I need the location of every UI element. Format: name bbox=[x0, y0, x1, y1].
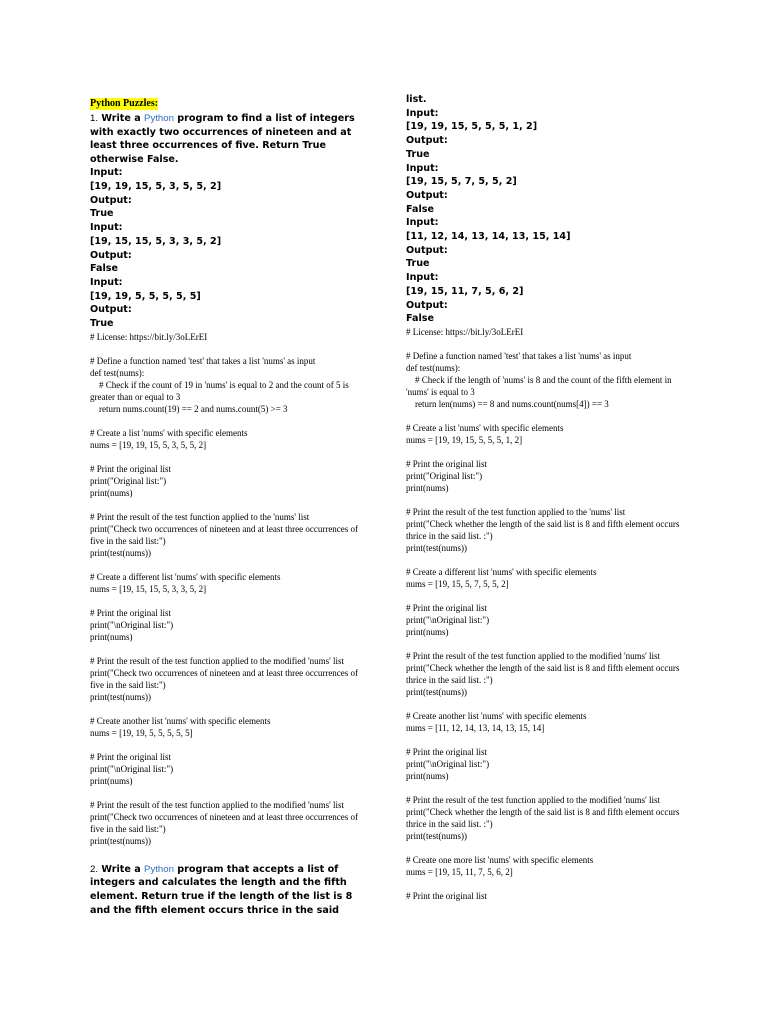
example-output: False bbox=[406, 203, 434, 215]
code-line: # Create a different list 'nums' with specific elements bbox=[90, 571, 281, 582]
example-output-label: Output: bbox=[90, 304, 132, 316]
code-line: # Create another list 'nums' with specific elements bbox=[406, 710, 587, 721]
code-blank-line bbox=[406, 446, 681, 458]
code-line: nums = [19, 19, 5, 5, 5, 5, 5] bbox=[90, 727, 193, 738]
example-input: [19, 15, 5, 7, 5, 5, 2] bbox=[406, 176, 517, 188]
code-line: print("Check whether the length of the said list is 8 and fifth element occurs thrice in the said list. :") bbox=[406, 806, 682, 829]
code-line: nums = [11, 12, 14, 13, 14, 13, 15, 14] bbox=[406, 722, 545, 733]
code-blank-line bbox=[90, 559, 365, 571]
code-line: nums = [19, 15, 15, 5, 3, 3, 5, 2] bbox=[90, 583, 207, 594]
example-input-label: Input: bbox=[90, 277, 123, 288]
code-line: print("Original list:") bbox=[90, 475, 167, 486]
example-output: True bbox=[406, 258, 430, 270]
code-blank-line bbox=[90, 415, 365, 427]
example-input: [19, 19, 5, 5, 5, 5, 5] bbox=[90, 290, 201, 302]
python-link[interactable]: Python bbox=[144, 863, 174, 875]
question-2-code bbox=[406, 326, 681, 902]
code-line: # Create one more list 'nums' with specific elements bbox=[406, 854, 594, 865]
code-blank-line bbox=[90, 739, 365, 751]
code-blank-line bbox=[90, 643, 365, 655]
example-input: [19, 19, 15, 5, 3, 5, 5, 2] bbox=[90, 181, 222, 193]
code-line: # Print the result of the test function applied to the modified 'nums' list bbox=[406, 794, 660, 805]
question-2-examples bbox=[406, 107, 681, 326]
code-line: def test(nums): bbox=[90, 367, 145, 378]
code-blank-line bbox=[406, 734, 681, 746]
code-blank-line bbox=[90, 787, 365, 799]
code-line: print("Check two occurrences of nineteen and at least three occurrences of five in the said list:") bbox=[90, 523, 361, 546]
question-1-examples bbox=[90, 166, 365, 330]
example-input-label: Input: bbox=[406, 107, 439, 119]
example-input-label: Input: bbox=[90, 222, 123, 234]
example-output: True bbox=[90, 208, 114, 220]
code-line: # Print the result of the test function applied to the modified 'nums' list bbox=[90, 655, 344, 666]
example-input-label: Input: bbox=[90, 167, 123, 179]
code-line: # Create a different list 'nums' with specific elements bbox=[406, 566, 597, 577]
question-1-text: program to find a list of integers with exactly two occurrences of nineteen and at least three occurrences of five. Return True otherwise False. bbox=[90, 113, 355, 165]
code-line: # Create a list 'nums' with specific elements bbox=[90, 427, 248, 438]
code-line: # Print the result of the test function applied to the modified 'nums' list bbox=[406, 650, 660, 661]
code-line: print("\nOriginal list:") bbox=[90, 763, 174, 774]
code-blank-line bbox=[406, 698, 681, 710]
code-line: # Print the original list bbox=[406, 890, 487, 901]
example-output-label: Output: bbox=[90, 194, 132, 206]
code-line: # Check if the length of 'nums' is 8 and the count of the fifth element in 'nums' is equal to 3 bbox=[406, 374, 674, 397]
code-line: print("\nOriginal list:") bbox=[406, 614, 490, 625]
question-2-write: Write a bbox=[101, 863, 141, 875]
code-line: return len(nums) == 8 and nums.count(nums[4]) == 3 bbox=[406, 398, 609, 409]
code-line: # License: https://bit.ly/3oLErEI bbox=[406, 326, 524, 337]
code-line: # Print the original list bbox=[406, 602, 487, 613]
code-line: # Print the original list bbox=[90, 751, 171, 762]
question-2-text: program that accepts a list of integers and calculates the length and the fifth element. Return true if the length of the list is 8 and the fifth element occurs thrice in the said bbox=[90, 863, 353, 916]
code-line: print(test(nums)) bbox=[90, 691, 151, 702]
page-heading: Python Puzzles: bbox=[90, 98, 159, 109]
code-line: print(test(nums)) bbox=[406, 542, 467, 553]
code-blank-line bbox=[90, 499, 365, 511]
code-line: print("Check two occurrences of nineteen and at least three occurrences of five in the said list:") bbox=[90, 667, 361, 690]
code-line: print(nums) bbox=[406, 482, 449, 493]
code-blank-line bbox=[406, 410, 681, 422]
example-input-label: Input: bbox=[406, 162, 439, 174]
code-line: # Check if the count of 19 in 'nums' is equal to 2 and the count of 5 is greater than or equal to 3 bbox=[90, 379, 351, 402]
code-line: # Print the original list bbox=[90, 607, 171, 618]
code-line: def test(nums): bbox=[406, 362, 461, 373]
code-blank-line bbox=[90, 703, 365, 715]
example-output-label: Output: bbox=[406, 189, 448, 201]
question-2-number: 2. bbox=[90, 863, 99, 875]
code-line: # Define a function named 'test' that takes a list 'nums' as input bbox=[90, 355, 316, 366]
code-line: print(test(nums)) bbox=[90, 547, 151, 558]
example-input: [19, 15, 11, 7, 5, 6, 2] bbox=[406, 285, 524, 297]
code-line: # Define a function named 'test' that takes a list 'nums' as input bbox=[406, 350, 632, 361]
code-line: # Print the original list bbox=[406, 746, 487, 757]
example-input-label: Input: bbox=[406, 272, 439, 284]
code-blank-line bbox=[406, 590, 681, 602]
code-line: print(nums) bbox=[90, 487, 133, 498]
example-input: [19, 15, 15, 5, 3, 3, 5, 2] bbox=[90, 235, 222, 247]
code-line: nums = [19, 19, 15, 5, 5, 5, 1, 2] bbox=[406, 434, 523, 445]
code-blank-line bbox=[406, 782, 681, 794]
python-link[interactable]: Python bbox=[144, 113, 174, 124]
code-blank-line bbox=[406, 494, 681, 506]
code-line: print(test(nums)) bbox=[90, 835, 151, 846]
example-output-label: Output: bbox=[406, 135, 448, 147]
code-blank-line bbox=[406, 878, 681, 890]
code-line: # License: https://bit.ly/3oLErEI bbox=[90, 331, 208, 342]
example-input: [11, 12, 14, 13, 14, 13, 15, 14] bbox=[406, 231, 571, 243]
code-blank-line bbox=[90, 343, 365, 355]
code-line: nums = [19, 19, 15, 5, 3, 5, 5, 2] bbox=[90, 439, 207, 450]
code-line: print("\nOriginal list:") bbox=[406, 758, 490, 769]
question-1-code bbox=[90, 331, 365, 847]
code-line: print(test(nums)) bbox=[406, 686, 467, 697]
code-line: # Print the result of the test function applied to the 'nums' list bbox=[406, 506, 626, 517]
code-blank-line bbox=[90, 451, 365, 463]
example-output: True bbox=[406, 148, 430, 160]
question-1 bbox=[90, 112, 365, 166]
code-line: nums = [19, 15, 11, 7, 5, 6, 2] bbox=[406, 866, 513, 877]
example-output-label: Output: bbox=[406, 244, 448, 256]
example-output: False bbox=[90, 263, 118, 275]
right-column bbox=[406, 93, 681, 902]
question-1-number: 1. bbox=[90, 113, 99, 124]
code-blank-line bbox=[406, 338, 681, 350]
example-output: False bbox=[406, 313, 434, 325]
code-blank-line bbox=[406, 842, 681, 854]
code-line: nums = [19, 15, 5, 7, 5, 5, 2] bbox=[406, 578, 509, 589]
code-blank-line bbox=[406, 638, 681, 650]
left-column bbox=[90, 93, 365, 917]
code-blank-line bbox=[90, 595, 365, 607]
question-2-text-continued: list. bbox=[406, 94, 427, 105]
example-output: True bbox=[90, 318, 114, 330]
code-line: # Print the original list bbox=[90, 463, 171, 474]
question-1-write: Write a bbox=[101, 113, 141, 124]
code-line: return nums.count(19) == 2 and nums.count(5) >= 3 bbox=[90, 403, 288, 414]
code-line: print("Check whether the length of the said list is 8 and fifth element occurs thrice in the said list. :") bbox=[406, 662, 682, 685]
code-line: print(test(nums)) bbox=[406, 830, 467, 841]
code-line: # Print the original list bbox=[406, 458, 487, 469]
code-line: # Print the result of the test function applied to the 'nums' list bbox=[90, 511, 310, 522]
example-output-label: Output: bbox=[406, 299, 448, 311]
code-line: # Create a list 'nums' with specific elements bbox=[406, 422, 564, 433]
code-line: print("Original list:") bbox=[406, 470, 483, 481]
code-blank-line bbox=[406, 554, 681, 566]
code-line: print(nums) bbox=[90, 775, 133, 786]
example-output-label: Output: bbox=[90, 249, 132, 261]
question-2 bbox=[90, 863, 365, 917]
code-line: print(nums) bbox=[90, 631, 133, 642]
code-line: # Print the result of the test function applied to the modified 'nums' list bbox=[90, 799, 344, 810]
code-line: print("\nOriginal list:") bbox=[90, 619, 174, 630]
code-line: print(nums) bbox=[406, 770, 449, 781]
code-line: print("Check two occurrences of nineteen and at least three occurrences of five in the said list:") bbox=[90, 811, 361, 834]
code-line: print(nums) bbox=[406, 626, 449, 637]
code-line: # Create another list 'nums' with specific elements bbox=[90, 715, 271, 726]
code-line: print("Check whether the length of the said list is 8 and fifth element occurs thrice in the said list. :") bbox=[406, 518, 682, 541]
example-input-label: Input: bbox=[406, 217, 439, 229]
example-input: [19, 19, 15, 5, 5, 5, 1, 2] bbox=[406, 121, 538, 133]
